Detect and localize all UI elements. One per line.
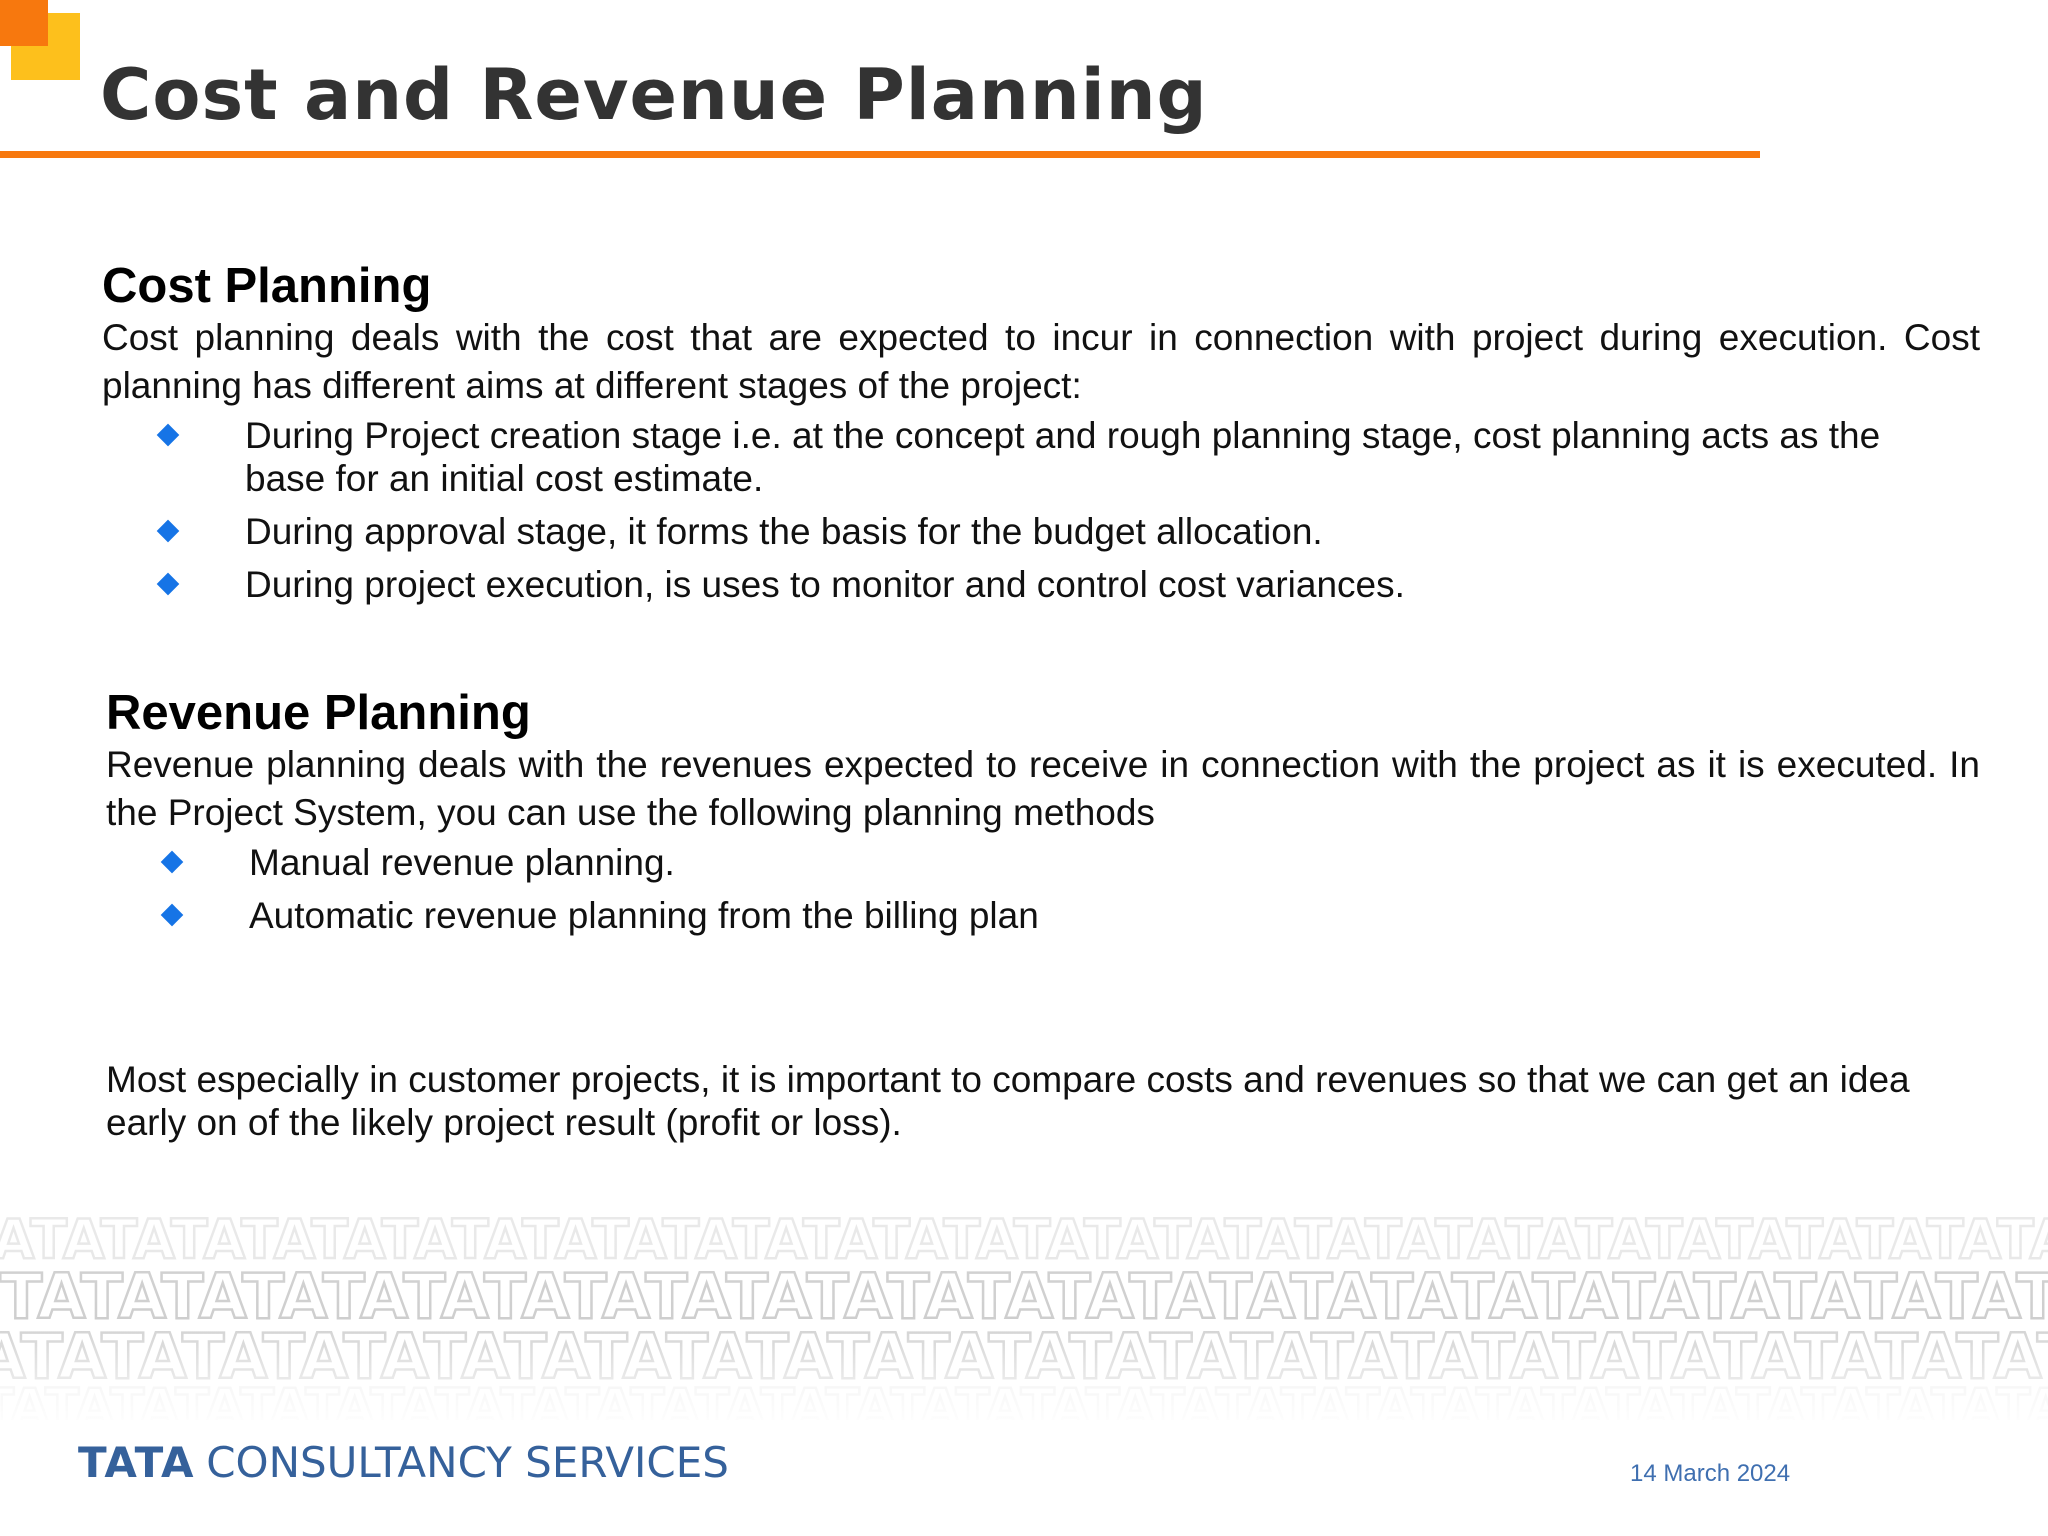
cost-planning-intro: Cost planning deals with the cost that are expected to incur in connection with project during execution. Cost planning has different aims at different stages of the project: — [102, 317, 1980, 407]
bullet-text: Manual revenue planning. — [249, 842, 675, 884]
tcs-logo-rest: CONSULTANCY SERVICES — [206, 1438, 729, 1487]
slide-date: 14 March 2024 — [1630, 1460, 1791, 1487]
bullet-text: During approval stage, it forms the basis for the budget allocation. — [245, 511, 1323, 553]
bullet-text: During project execution, is uses to monitor and control cost variances. — [245, 564, 1405, 606]
cost-planning-heading: Cost Planning — [102, 259, 432, 313]
revenue-planning-heading: Revenue Planning — [106, 686, 531, 740]
tcs-logo-tata: TATA — [78, 1438, 195, 1487]
diamond-bullet-icon — [157, 424, 180, 447]
cost-planning-section — [102, 258, 1980, 616]
tcs-logo — [78, 1438, 729, 1487]
closing-paragraph: Most especially in customer projects, it is important to compare costs and revenues so that we can get an idea early on of the likely project result (profit or loss). — [106, 1059, 1910, 1143]
diamond-bullet-icon — [157, 573, 180, 596]
revenue-planning-section — [106, 685, 1980, 947]
tata-watermark-pattern — [0, 1210, 2048, 1420]
diamond-bullet-icon — [161, 851, 184, 874]
list-item — [106, 841, 1980, 884]
logo-square-orange — [0, 0, 48, 46]
slide-title: Cost and Revenue Planning — [100, 54, 1208, 136]
list-item — [102, 563, 1980, 606]
list-item — [102, 414, 1980, 500]
bullet-text: During Project creation stage i.e. at the concept and rough planning stage, cost planning acts as the base for an initial cost estimate. — [245, 415, 1881, 500]
revenue-planning-intro: Revenue planning deals with the revenues expected to receive in connection with the project as it is executed. In the Project System, you can use the following planning methods — [106, 744, 1980, 834]
title-underline — [0, 151, 1760, 158]
diamond-bullet-icon — [161, 904, 184, 927]
bullet-text: Automatic revenue planning from the billing plan — [249, 895, 1039, 937]
list-item — [102, 510, 1980, 553]
diamond-bullet-icon — [157, 520, 180, 543]
closing-section — [106, 1058, 1980, 1144]
cost-planning-bullets — [102, 414, 1980, 606]
revenue-planning-bullets — [106, 841, 1980, 937]
list-item — [106, 894, 1980, 937]
